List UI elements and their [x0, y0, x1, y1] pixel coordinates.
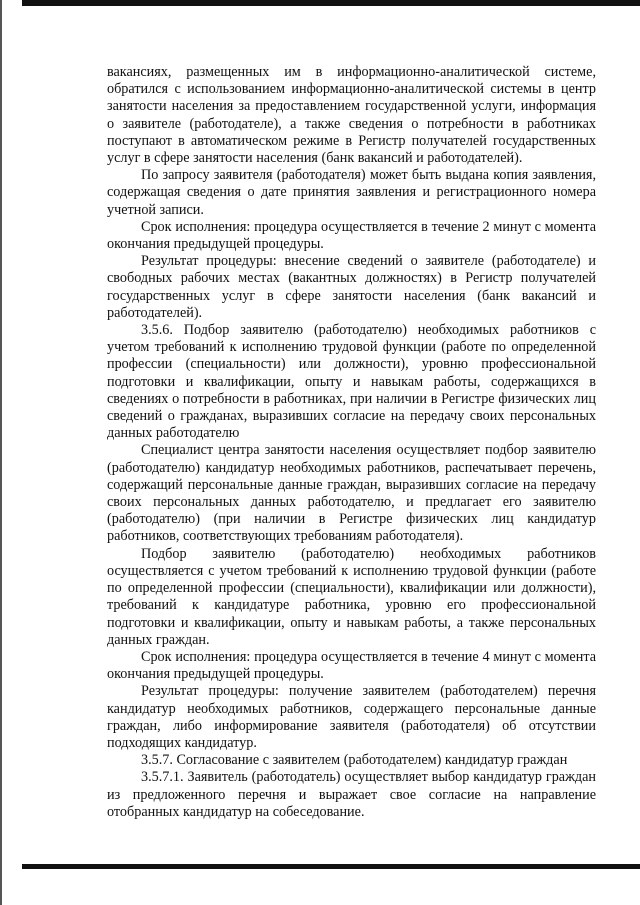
paragraph-deadline-4-min: Срок исполнения: процедура осуществляется в течение 4 минут с момента окончания предыдущей процедуры.: [107, 648, 596, 683]
paragraph-deadline-2-min: Срок исполнения: процедура осуществляется в течение 2 минут с момента окончания предыдущей процедуры.: [107, 218, 596, 253]
paragraph-specialist-selection: Специалист центра занятости населения осуществляет подбор заявителю (работодателю) кандидатур необходимых работников, распечатывает перечень, содержащий персональные данные граждан, выразивших согласие на передачу своих персональных данных работодателю, и предлагает его заявителю (работодателю) (при наличии в Регистре физических лиц кандидатур работников, соответствующих требованиям работодателя).: [107, 442, 596, 545]
section-heading-3-5-6: 3.5.6. Подбор заявителю (работодателю) необходимых работников с учетом требований к исполнению трудовой функции (работе по определенной профессии (специальности) или должности), уровню профессиональной подготовки и квалификации, опыту и навыкам работы, содержащихся в сведениях о потребности в работниках, при наличии в Регистре физических лиц сведений о гражданах, выразивших согласие на передачу своих персональных данных работодателю: [107, 322, 596, 442]
scan-bottom-border: [22, 864, 640, 869]
paragraph-result-registry: Результат процедуры: внесение сведений о заявителе (работодателе) и свободных рабочих местах (вакантных должностях) в Регистр получателей государственных услуг в сфере занятости населения (банк вакансий и работодателей).: [107, 253, 596, 321]
section-heading-3-5-7: 3.5.7. Согласование с заявителем (работодателем) кандидатур граждан: [141, 752, 568, 769]
paragraph-3-5-7-1: 3.5.7.1. Заявитель (работодатель) осуществляет выбор кандидатур граждан из предложенного перечня и выражает свое согласие на направление отобранных кандидатур на собеседование.: [107, 769, 596, 820]
paragraph-result-candidate-list: Результат процедуры: получение заявителем (работодателем) перечня кандидатур необходимых работников, содержащего персональные данные граждан, либо информирование заявителя (работодателя) об отсутствии подходящих кандидатур.: [107, 683, 596, 751]
scan-top-border: [22, 0, 640, 6]
scan-left-edge: [0, 0, 2, 905]
paragraph-selection-criteria: Подбор заявителю (работодателю) необходимых работников осуществляется с учетом требований к исполнению трудовой функции (работе по определенной профессии (специальности), квалификации или должности), требований к кандидатуре работника, уровню его профессиональной подготовки и квалификации, опыту и навыкам работы, а также персональных данных граждан.: [107, 545, 596, 648]
paragraph-copy-of-application: По запросу заявителя (работодателя) может быть выдана копия заявления, содержащая сведения о дате принятия заявления и регистрационного номера учетной записи.: [107, 167, 596, 218]
document-body: [107, 64, 596, 821]
paragraph-vacancies-continuation: вакансиях, размещенных им в информационно-аналитической системе, обратился с использованием информационно-аналитической системы в центр занятости населения за предоставлением государственной услуги, информация о заявителе (работодателе), а также сведения о потребности в работниках поступают в автоматическом режиме в Регистр получателей государственных услуг в сфере занятости населения (банк вакансий и работодателей).: [107, 64, 596, 167]
